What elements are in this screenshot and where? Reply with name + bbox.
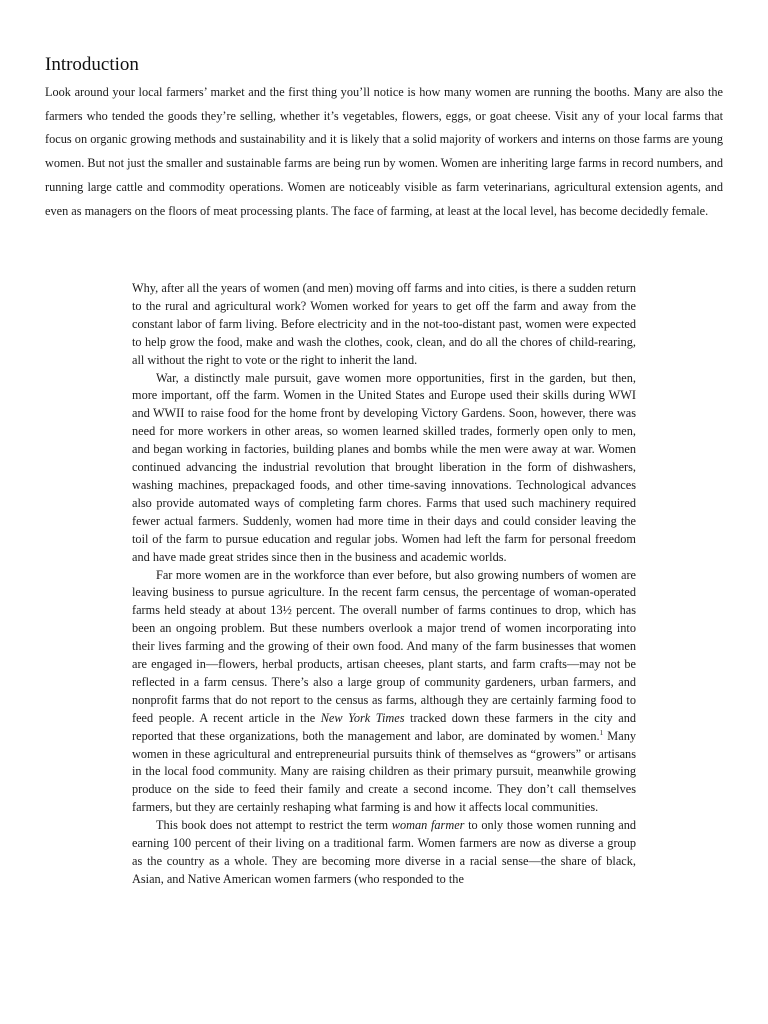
body-text: [132, 280, 636, 889]
paragraph-2: War, a distinctly male pursuit, gave women more opportunities, first in the garden, but then, more important, off the farm. Women in the United States and Europe used their skills during WWI and WWII to raise food for the home front by developing Victory Gardens. Soon, however, there was need for more workers in other areas, so women learned skilled trades, formerly open only to men, and began working in factories, building planes and bombs while the men were away at war. Women continued advancing the industrial revolution that brought liberation in the form of dishwashers, washing machines, prepackaged foods, and other time-saving innovations. Technological advances also provide automated ways of completing farm chores. Farms that used such machinery required fewer actual farmers. Suddenly, women had more time in their days and could consider leaving the toil of the farm to pursue education and regular jobs. Women had left the farm for personal freedom and have made great strides since then in the business and academic worlds.: [132, 370, 636, 564]
term-woman-farmer: woman farmer: [391, 818, 465, 833]
intro-paragraph: Look around your local farmers’ market and the first thing you’ll notice is how many women are running the booths. Many are also the farmers who tended the goods they’re selling, whether it’s vegetables, flowers, eggs, or goat cheese. Visit any of your local farms that focus on organic growing methods and sustainability and it is likely that a solid majority of workers and interns on those farms are young women. But not just the smaller and sustainable farms are being run by women. Women are inheriting large farms in record numbers, and running large cattle and commodity operations. Women are noticeably visible as farm veterinarians, agricultural extension agents, and even as managers on the floors of meat processing plants. The face of farming, at least at the local level, has become decidedly female.: [45, 85, 723, 218]
paragraph-4-text-a: This book does not attempt to restrict the term: [156, 818, 392, 833]
paragraph-3-text-b: tracked down these farmers in the city and reported that these organizations, both the management and labor, are dominated by women.: [132, 710, 637, 743]
paragraph-3-text-c: Many women in these agricultural and entrepreneurial pursuits think of themselves as “growers” or artisans in the local food community. Many are raising children as their primary pursuit, meanwhile growing produce on the side to feed their family and create a second income. They don’t call themselves farmers, but they are certainly reshaping what farming is and how it affects local communities.: [132, 728, 637, 815]
paragraph-4: [132, 817, 636, 889]
page-title: Introduction: [45, 54, 139, 75]
publication-title: New York Times: [320, 710, 405, 725]
paragraph-1: Why, after all the years of women (and men) moving off farms and into cities, is there a sudden return to the rural and agricultural work? Women worked for years to get off the farm and away from the constant labor of farm living. Before electricity and in the not-too-distant past, women were expected to help grow the food, make and wash the clothes, cook, clean, and do all the chores of child-rearing, all without the right to vote or the right to inherit the land.: [132, 281, 636, 367]
footnote-marker: 1: [599, 728, 604, 737]
paragraph-4-text-b: to only those women running and earning 100 percent of their living on a traditional farm. Women farmers are now as diverse a group as the country as a whole. They are becoming more diverse in a racial sense—the share of black, Asian, and Native American women farmers (who responded to the: [132, 818, 636, 886]
paragraph-3: [132, 567, 636, 818]
paragraph-3-text-a: Far more women are in the workforce than ever before, but also growing numbers of women are leaving business to pursue agriculture. In the recent farm census, the percentage of woman-operated farms held steady at about 13½ percent. The overall number of farms continues to drop, which has been an ongoing problem. But these numbers overlook a major trend of women incorporating into their lives farming and the growing of their own food. And many of the farm businesses that women are engaged in—flowers, herbal products, artisan cheeses, plant starts, and farm crafts—may not be reflected in a farm census. There’s also a large group of community gardeners, urban farmers, and nonprofit farms that do not report to the census as farms, although they are certainly farming food to feed people. A recent article in the: [132, 567, 636, 725]
